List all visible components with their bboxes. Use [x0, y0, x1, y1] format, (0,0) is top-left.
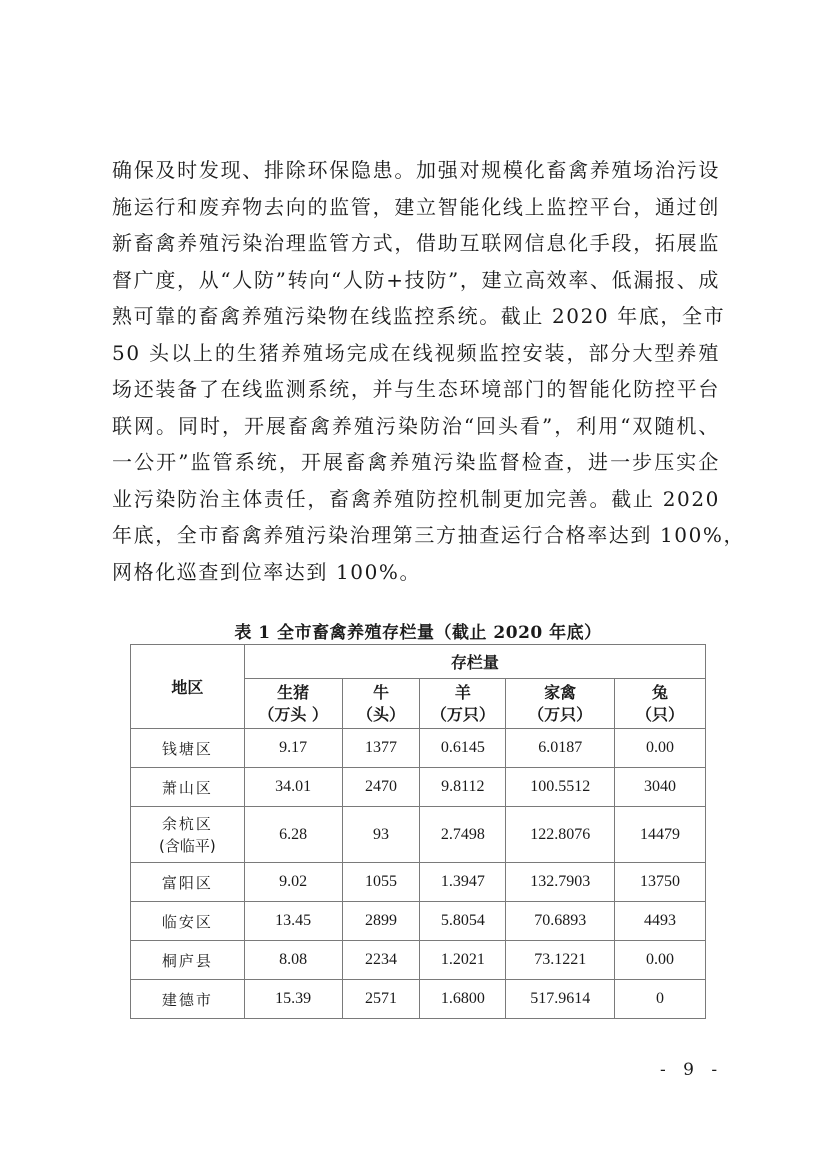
body-line: 联网。同时，开展畜禽养殖污染防治“回头看”，利用“双随机、	[112, 413, 720, 438]
value-cell: 3040	[615, 768, 706, 807]
group-header: 存栏量	[244, 645, 705, 679]
value-cell: 1055	[342, 863, 420, 902]
body-line: 场还装备了在线监测系统，并与生态环境部门的智能化防控平台	[112, 377, 720, 401]
value-cell: 4493	[615, 902, 706, 941]
value-cell: 1377	[342, 729, 420, 768]
value-cell: 100.5512	[506, 768, 615, 807]
region-header: 地区	[131, 645, 245, 729]
value-cell: 122.8076	[506, 807, 615, 863]
value-cell: 8.08	[244, 941, 342, 980]
value-cell: 13750	[615, 863, 706, 902]
table-row	[131, 729, 706, 768]
table-caption: 表 1 全市畜禽养殖存栏量（截止 2020 年底）	[234, 623, 602, 643]
value-cell: 517.9614	[506, 980, 615, 1019]
value-cell: 5.8054	[420, 902, 506, 941]
table-row	[131, 863, 706, 902]
value-cell: 2470	[342, 768, 420, 807]
column-header: 牛 （头）	[342, 679, 420, 729]
region-cell: 余杭区 (含临平)	[131, 807, 245, 863]
value-cell: 1.3947	[420, 863, 506, 902]
region-cell: 钱塘区	[131, 729, 245, 768]
table-row	[131, 768, 706, 807]
value-cell: 6.28	[244, 807, 342, 863]
header-row-group	[131, 645, 706, 679]
body-line: 业污染防治主体责任，畜禽养殖防控机制更加完善。截止 2020	[112, 486, 720, 511]
table-row	[131, 980, 706, 1019]
value-cell: 2.7498	[420, 807, 506, 863]
region-cell: 临安区	[131, 902, 245, 941]
column-header: 兔 （只）	[615, 679, 706, 729]
region-cell: 富阳区	[131, 863, 245, 902]
region-cell: 建德市	[131, 980, 245, 1019]
value-cell: 0.00	[615, 941, 706, 980]
page-number: - 9 -	[660, 1060, 724, 1080]
region-cell: 萧山区	[131, 768, 245, 807]
value-cell: 93	[342, 807, 420, 863]
value-cell: 14479	[615, 807, 706, 863]
body-paragraph	[112, 152, 746, 590]
body-line: 确保及时发现、排除环保隐患。加强对规模化畜禽养殖场治污设	[112, 158, 720, 182]
value-cell: 9.17	[244, 729, 342, 768]
body-line: 督广度，从“人防”转向“人防+技防”，建立高效率、低漏报、成	[112, 267, 720, 292]
value-cell: 1.2021	[420, 941, 506, 980]
value-cell: 2571	[342, 980, 420, 1019]
body-line: 熟可靠的畜禽养殖污染物在线监控系统。截止 2020 年底，全市	[112, 304, 726, 328]
body-line: 一公开”监管系统，开展畜禽养殖污染监督检查，进一步压实企	[112, 450, 720, 474]
value-cell: 1.6800	[420, 980, 506, 1019]
value-cell: 0	[615, 980, 706, 1019]
value-cell: 0.00	[615, 729, 706, 768]
body-line: 网格化巡查到位率达到 100%。	[112, 559, 422, 584]
value-cell: 9.02	[244, 863, 342, 902]
value-cell: 6.0187	[506, 729, 615, 768]
region-cell: 桐庐县	[131, 941, 245, 980]
column-header: 羊 （万只）	[420, 679, 506, 729]
value-cell: 0.6145	[420, 729, 506, 768]
value-cell: 2234	[342, 941, 420, 980]
value-cell: 2899	[342, 902, 420, 941]
value-cell: 9.8112	[420, 768, 506, 807]
value-cell: 34.01	[244, 768, 342, 807]
value-cell: 70.6893	[506, 902, 615, 941]
value-cell: 132.7903	[506, 863, 615, 902]
livestock-table	[130, 644, 706, 1019]
table-row	[131, 941, 706, 980]
body-line: 50 头以上的生猪养殖场完成在线视频监控安装，部分大型养殖	[112, 340, 720, 365]
table-body	[131, 729, 706, 1019]
value-cell: 15.39	[244, 980, 342, 1019]
table-row	[131, 902, 706, 941]
value-cell: 73.1221	[506, 941, 615, 980]
body-line: 年底，全市畜禽养殖污染治理第三方抽查运行合格率达到 100%，	[112, 523, 746, 547]
body-line: 新畜禽养殖污染治理监管方式，借助互联网信息化手段，拓展监	[112, 231, 720, 255]
table-row	[131, 807, 706, 863]
column-header: 家禽 （万只）	[506, 679, 615, 729]
column-header: 生猪 （万头 ）	[244, 679, 342, 729]
body-line: 施运行和废弃物去向的监管，建立智能化线上监控平台，通过创	[112, 194, 720, 219]
value-cell: 13.45	[244, 902, 342, 941]
